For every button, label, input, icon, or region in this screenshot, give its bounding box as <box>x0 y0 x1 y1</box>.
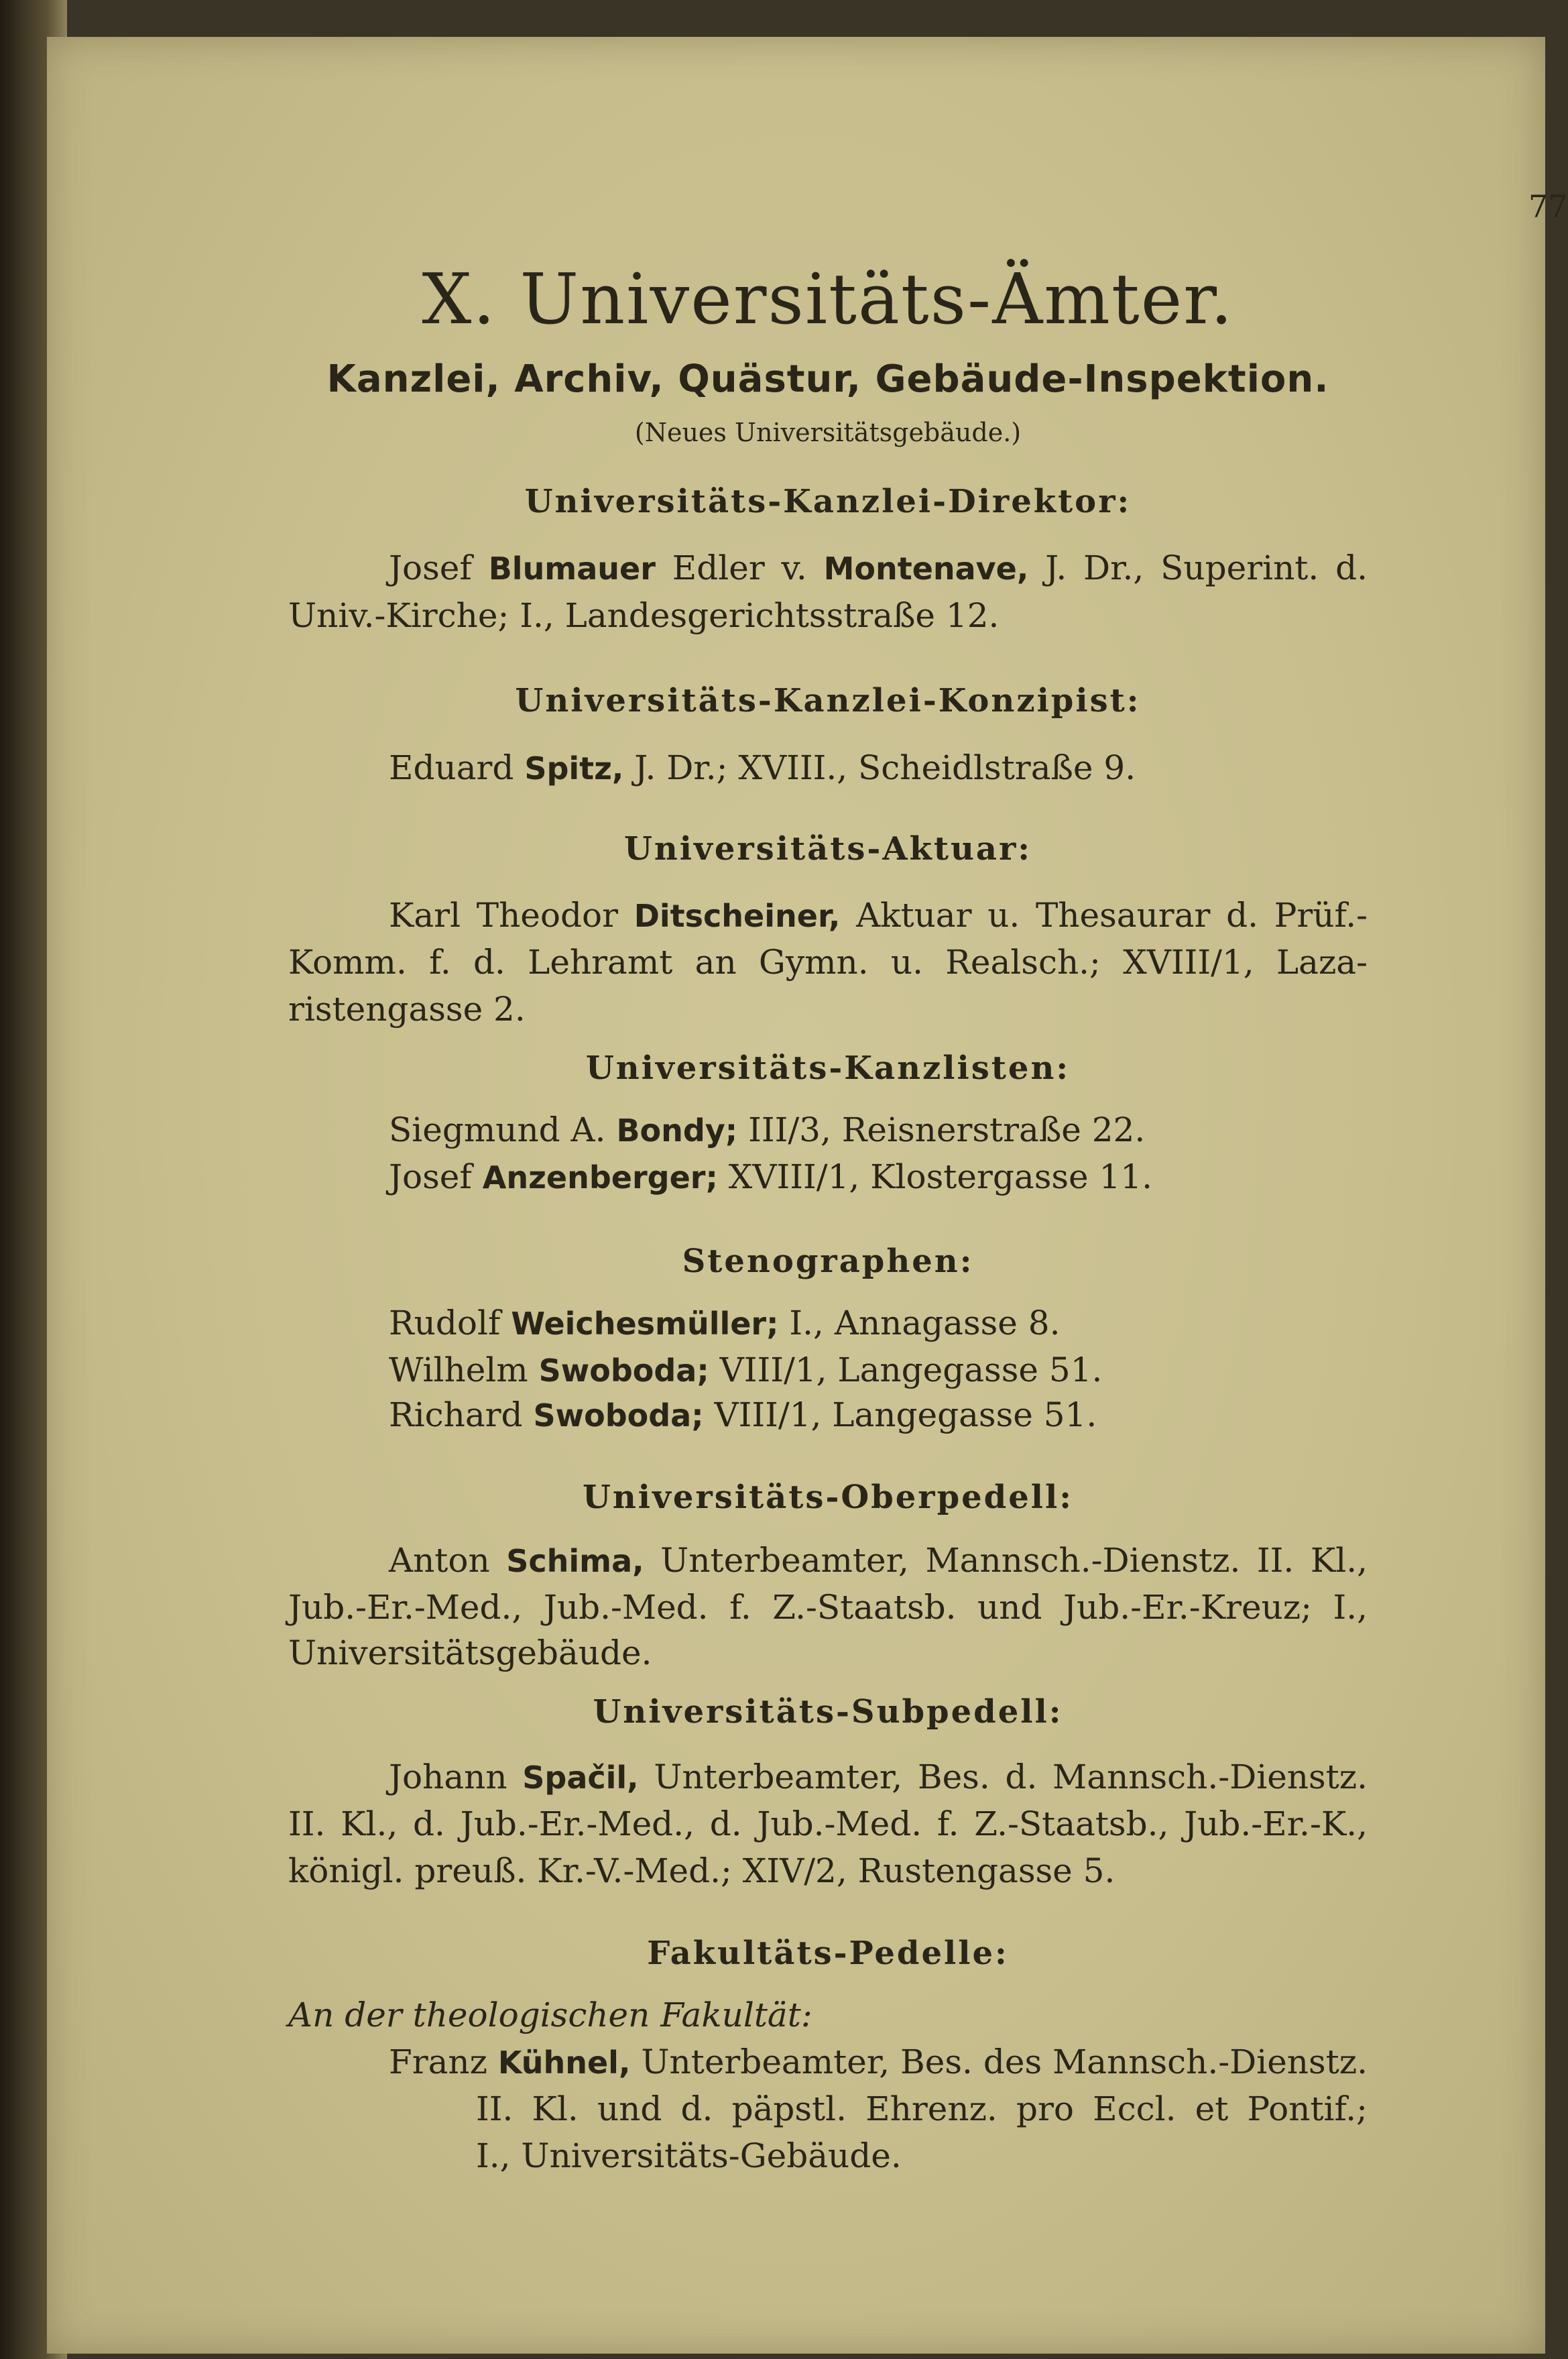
entry-line: Wilhelm Swoboda; VIII/1, Langegasse 51. <box>389 1350 1103 1389</box>
person-name: Spačil, <box>522 1760 639 1796</box>
chapter-title: X. Universitäts-Ämter. <box>422 258 1234 340</box>
entry-line: Karl Theodor Ditscheiner, Aktuar u. Thesaurar d. Prüf.- <box>389 896 1368 935</box>
location-note: (Neues Universitätsgebäude.) <box>634 418 1022 447</box>
heading-kanzlisten: Universitäts-Kanzlisten: <box>585 1049 1071 1087</box>
section-subtitle: Kanzlei, Archiv, Quästur, Gebäude-Inspektion. <box>326 357 1329 401</box>
person-name: Montenave, <box>823 551 1029 587</box>
entry-line: Siegmund A. Bondy; III/3, Reisnerstraße 22. <box>389 1110 1146 1149</box>
heading-oberpedell: Universitäts-Oberpedell: <box>583 1479 1073 1516</box>
entry-line: II. Kl. und d. päpstl. Ehrenz. pro Eccl. et Pontif.; <box>476 2089 1368 2128</box>
entry-line: Johann Spačil, Unterbeamter, Bes. d. Mannsch.-Dienstz. <box>389 1758 1368 1796</box>
entry-line: Jub.-Er.-Med., Jub.-Med. f. Z.-Staatsb. und Jub.-Er.-Kreuz; I., <box>288 1588 1368 1627</box>
person-name: Weichesmüller; <box>511 1306 779 1342</box>
person-name: Swoboda; <box>533 1397 704 1434</box>
entry-line: Richard Swoboda; VIII/1, Langegasse 51. <box>389 1395 1097 1434</box>
person-name: Ditscheiner, <box>634 898 841 934</box>
page-number: 77 <box>1528 188 1568 225</box>
entry-line: Rudolf Weichesmüller; I., Annagasse 8. <box>389 1304 1061 1342</box>
entry-line: Eduard Spitz, J. Dr.; XVIII., Scheidlstraße 9. <box>389 748 1136 787</box>
entry-line: Universitätsgebäude. <box>288 1633 652 1672</box>
heading-fakultaet: Fakultäts-Pedelle: <box>647 1935 1009 1972</box>
person-name: Blumauer <box>488 551 656 587</box>
entry-line: Anton Schima, Unterbeamter, Mannsch.-Dienstz. II. Kl., <box>389 1541 1368 1580</box>
person-name: Swoboda; <box>538 1353 709 1389</box>
person-name: Spitz, <box>524 750 624 787</box>
person-name: Schima, <box>506 1543 644 1579</box>
heading-konzipist: Universitäts-Kanzlei-Konzipist: <box>515 682 1141 720</box>
entry-line: Josef Anzenberger; XVIII/1, Klostergasse 11. <box>389 1157 1153 1196</box>
entry-line: ristengasse 2. <box>288 990 526 1029</box>
entry-line: königl. preuß. Kr.-V.-Med.; XIV/2, Rustengasse 5. <box>288 1851 1115 1890</box>
person-name: Kühnel, <box>497 2045 631 2081</box>
subheading-theologische-fakultaet: An der theologischen Fakultät: <box>288 1996 812 2034</box>
heading-aktuar: Universitäts-Aktuar: <box>623 830 1032 868</box>
entry-line: Univ.-Kirche; I., Landesgerichtsstraße 12. <box>288 596 1000 635</box>
entry-line: II. Kl., d. Jub.-Er.-Med., d. Jub.-Med. f. Z.-Staatsb., Jub.-Er.-K., <box>288 1804 1368 1843</box>
heading-direktor: Universitäts-Kanzlei-Direktor: <box>524 483 1132 520</box>
entry-line: Franz Kühnel, Unterbeamter, Bes. des Mannsch.-Dienstz. <box>389 2042 1368 2081</box>
person-name: Bondy; <box>616 1112 738 1149</box>
person-name: Anzenberger; <box>482 1159 718 1196</box>
entry-line: Josef Blumauer Edler v. Montenave, J. Dr., Superint. d. <box>389 549 1368 587</box>
entry-line: Komm. f. d. Lehramt an Gymn. u. Realsch.; XVIII/1, Laza- <box>288 943 1368 982</box>
page <box>47 37 1568 2354</box>
heading-subpedell: Universitäts-Subpedell: <box>593 1693 1063 1731</box>
entry-line: I., Universitäts-Gebäude. <box>476 2136 902 2175</box>
heading-stenographen: Stenographen: <box>682 1243 974 1280</box>
